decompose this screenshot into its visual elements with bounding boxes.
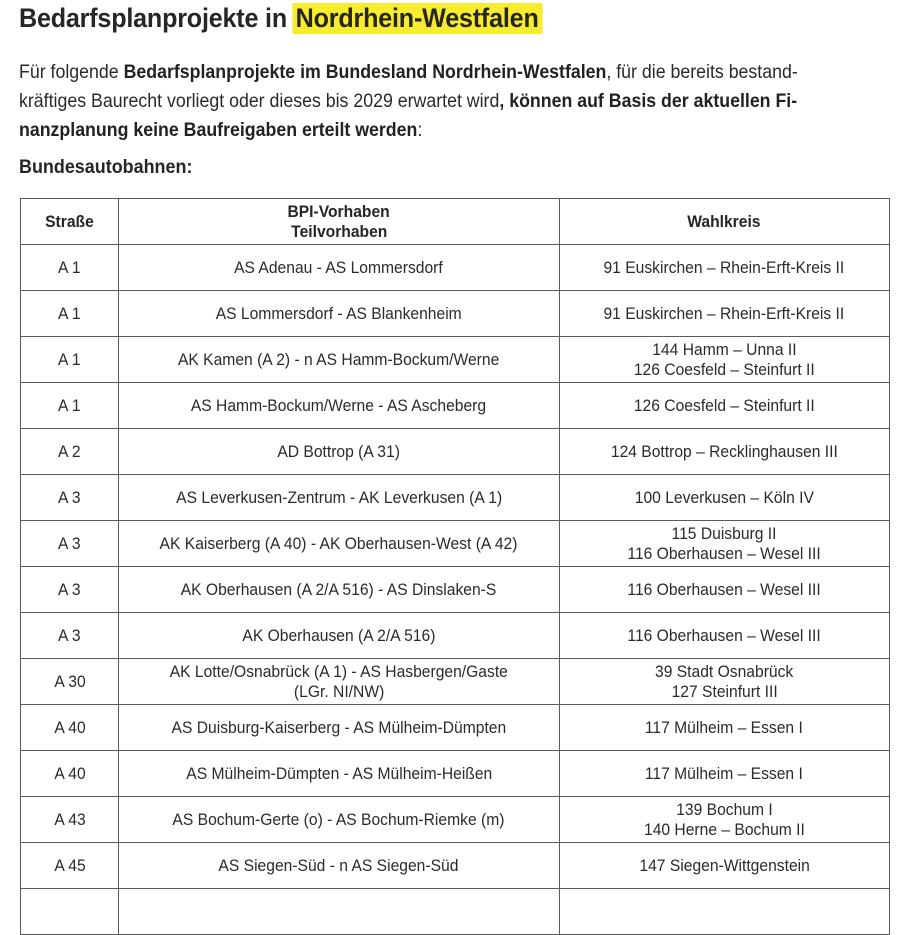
strasse-value: A 3 xyxy=(58,579,81,599)
table-row xyxy=(21,567,890,613)
wahlkreis-line-wrap xyxy=(564,524,885,544)
vorhaben-line: AS Hamm-Bockum/Werne - AS Ascheberg xyxy=(191,395,487,415)
cell-vorhaben xyxy=(119,475,560,521)
table-row xyxy=(21,659,890,705)
vorhaben-line: AD Bottrop (A 31) xyxy=(277,441,401,461)
vorhaben-line-wrap xyxy=(123,626,555,646)
wahlkreis-line-wrap xyxy=(564,544,885,564)
intro-text: : xyxy=(417,119,423,141)
cell-vorhaben xyxy=(119,291,560,337)
table-row xyxy=(21,383,890,429)
vorhaben-line-wrap xyxy=(123,810,555,830)
wahlkreis-line: 127 Steinfurt III xyxy=(671,681,778,701)
header-wahlkreis-label: Wahlkreis xyxy=(687,211,761,231)
cell-strasse xyxy=(21,659,119,705)
wahlkreis-line: 91 Euskirchen – Rhein-Erft-Kreis II xyxy=(603,257,845,277)
intro-text: Für folgende xyxy=(19,61,124,83)
wahlkreis-line: 116 Oberhausen – Wesel III xyxy=(627,543,821,563)
table-row xyxy=(21,705,890,751)
cell-strasse xyxy=(21,613,119,659)
table-row xyxy=(21,475,890,521)
header-strasse-label: Straße xyxy=(45,211,94,231)
vorhaben-line: AK Kamen (A 2) - n AS Hamm-Bockum/Werne xyxy=(178,349,500,369)
title-prefix: Bedarfsplanprojekte in xyxy=(19,3,287,33)
table-row xyxy=(21,521,890,567)
header-strasse xyxy=(21,199,119,245)
strasse-value: A 1 xyxy=(58,257,81,277)
wahlkreis-line: 124 Bottrop – Recklinghausen III xyxy=(610,441,838,461)
table-row xyxy=(21,843,890,889)
wahlkreis-line-wrap xyxy=(564,488,885,508)
vorhaben-line-wrap xyxy=(123,718,555,738)
cell-vorhaben xyxy=(119,797,560,843)
cell-vorhaben xyxy=(119,521,560,567)
wahlkreis-line: 140 Herne – Bochum II xyxy=(643,819,805,839)
cell-wahlkreis xyxy=(559,751,889,797)
vorhaben-line-wrap xyxy=(123,488,555,508)
cell-strasse xyxy=(21,567,119,613)
cell-wahlkreis xyxy=(559,475,889,521)
wahlkreis-line: 117 Mülheim – Essen I xyxy=(645,717,804,737)
cell-wahlkreis xyxy=(559,291,889,337)
vorhaben-line: AS Siegen-Süd - n AS Siegen-Süd xyxy=(218,855,459,875)
vorhaben-line: AK Kaiserberg (A 40) - AK Oberhausen-West (A 42) xyxy=(159,533,518,553)
wahlkreis-line: 144 Hamm – Unna II xyxy=(652,339,797,359)
strasse-value: A 1 xyxy=(58,395,81,415)
cell-vorhaben xyxy=(119,705,560,751)
table-row xyxy=(21,245,890,291)
wahlkreis-line: 116 Oberhausen – Wesel III xyxy=(627,579,821,599)
wahlkreis-line-wrap xyxy=(564,360,885,380)
cell-vorhaben xyxy=(119,751,560,797)
vorhaben-line: AK Oberhausen (A 2/A 516) - AS Dinslaken-S xyxy=(181,579,497,599)
cell-wahlkreis xyxy=(559,797,889,843)
wahlkreis-line-wrap xyxy=(564,258,885,278)
wahlkreis-line-wrap xyxy=(564,856,885,876)
cell-strasse xyxy=(21,383,119,429)
vorhaben-line: AS Bochum-Gerte (o) - AS Bochum-Riemke (m) xyxy=(172,809,505,829)
wahlkreis-line-wrap xyxy=(564,626,885,646)
cell-strasse xyxy=(21,337,119,383)
cell-vorhaben xyxy=(119,659,560,705)
cell-vorhaben xyxy=(119,567,560,613)
cell-strasse xyxy=(21,429,119,475)
cell-wahlkreis xyxy=(559,843,889,889)
cell-wahlkreis xyxy=(559,567,889,613)
vorhaben-line-wrap xyxy=(123,350,555,370)
cell-vorhaben xyxy=(119,429,560,475)
cell-strasse xyxy=(21,797,119,843)
wahlkreis-line: 126 Coesfeld – Steinfurt II xyxy=(633,359,815,379)
vorhaben-line: (LGr. NI/NW) xyxy=(293,681,385,701)
table-header-row xyxy=(21,199,890,245)
wahlkreis-line: 100 Leverkusen – Köln IV xyxy=(634,487,814,507)
cell-strasse xyxy=(21,751,119,797)
table-row xyxy=(21,291,890,337)
cell-vorhaben xyxy=(119,337,560,383)
wahlkreis-line: 147 Siegen-Wittgenstein xyxy=(639,855,810,875)
wahlkreis-line-wrap xyxy=(564,682,885,702)
wahlkreis-line: 116 Oberhausen – Wesel III xyxy=(627,625,821,645)
cell-strasse xyxy=(21,245,119,291)
cell-wahlkreis xyxy=(559,521,889,567)
header-vorhaben-label-1: BPI-Vorhaben xyxy=(287,201,390,221)
wahlkreis-line: 39 Stadt Osnabrück xyxy=(655,661,794,681)
vorhaben-line-wrap xyxy=(123,304,555,324)
wahlkreis-line-wrap xyxy=(564,764,885,784)
wahlkreis-line: 115 Duisburg II xyxy=(671,523,777,543)
vorhaben-line-wrap xyxy=(123,764,555,784)
cell-vorhaben xyxy=(119,843,560,889)
header-vorhaben-line xyxy=(123,202,555,222)
table-row xyxy=(21,429,890,475)
cell-wahlkreis xyxy=(559,613,889,659)
cell-wahlkreis xyxy=(559,383,889,429)
intro-paragraph xyxy=(19,58,893,145)
vorhaben-line: AS Mülheim-Dümpten - AS Mülheim-Heißen xyxy=(185,763,492,783)
cell-wahlkreis xyxy=(559,245,889,291)
strasse-value: A 30 xyxy=(53,671,86,691)
strasse-value: A 43 xyxy=(53,809,86,829)
wahlkreis-line: 117 Mülheim – Essen I xyxy=(645,763,804,783)
strasse-value: A 2 xyxy=(58,441,81,461)
intro-line-3 xyxy=(19,116,893,145)
wahlkreis-line-wrap xyxy=(564,304,885,324)
vorhaben-line-wrap xyxy=(123,682,555,702)
wahlkreis-line-wrap xyxy=(564,800,885,820)
wahlkreis-line-wrap xyxy=(564,442,885,462)
wahlkreis-line-wrap xyxy=(564,396,885,416)
vorhaben-line-wrap xyxy=(123,534,555,554)
cell-vorhaben xyxy=(119,245,560,291)
cell-wahlkreis xyxy=(559,705,889,751)
intro-line-2 xyxy=(19,87,893,116)
section-heading: Bundesautobahnen: xyxy=(19,156,193,178)
cell-wahlkreis xyxy=(559,429,889,475)
vorhaben-line: AS Duisburg-Kaiserberg - AS Mülheim-Dümpten xyxy=(171,717,507,737)
strasse-value: A 40 xyxy=(53,763,86,783)
vorhaben-line: AS Lommersdorf - AS Blankenheim xyxy=(215,303,462,323)
strasse-value: A 3 xyxy=(58,533,81,553)
wahlkreis-line-wrap xyxy=(564,340,885,360)
header-vorhaben xyxy=(119,199,560,245)
cell-strasse xyxy=(21,475,119,521)
table-body xyxy=(21,245,890,935)
wahlkreis-line: 139 Bochum I xyxy=(676,799,773,819)
strasse-value: A 1 xyxy=(58,303,81,323)
header-vorhaben-label-2: Teilvorhaben xyxy=(290,221,387,241)
title-highlight: Nordrhein-Westfalen xyxy=(293,3,542,34)
vorhaben-line-wrap xyxy=(123,662,555,682)
vorhaben-line: AS Adenau - AS Lommersdorf xyxy=(234,257,444,277)
wahlkreis-line-wrap xyxy=(564,820,885,840)
cell-strasse xyxy=(21,843,119,889)
projects-table xyxy=(20,198,890,935)
table-row xyxy=(21,797,890,843)
wahlkreis-line: 126 Coesfeld – Steinfurt II xyxy=(633,395,815,415)
vorhaben-line: AK Lotte/Osnabrück (A 1) - AS Hasbergen/Gaste xyxy=(169,661,508,681)
strasse-value: A 40 xyxy=(53,717,86,737)
vorhaben-line-wrap xyxy=(123,396,555,416)
vorhaben-line-wrap xyxy=(123,856,555,876)
cell-wahlkreis xyxy=(559,337,889,383)
cell-strasse xyxy=(21,291,119,337)
wahlkreis-line: 91 Euskirchen – Rhein-Erft-Kreis II xyxy=(603,303,845,323)
page-title xyxy=(19,3,542,34)
intro-text: kräftiges Baurecht vorliegt oder dieses bis 2029 erwartet wird xyxy=(19,90,500,112)
vorhaben-line-wrap xyxy=(123,442,555,462)
strasse-value: A 3 xyxy=(58,625,81,645)
header-vorhaben-line xyxy=(123,222,555,242)
cell-vorhaben xyxy=(119,613,560,659)
strasse-value: A 45 xyxy=(53,855,86,875)
intro-bold-text: nanzplanung keine Baufreigaben erteilt werden xyxy=(19,119,418,141)
intro-bold-text: Bedarfsplanprojekte im Bundesland Nordrhein-Westfalen xyxy=(123,61,607,83)
wahlkreis-line-wrap xyxy=(564,718,885,738)
wahlkreis-line-wrap xyxy=(564,662,885,682)
table-row xyxy=(21,613,890,659)
intro-line-1 xyxy=(19,58,893,87)
wahlkreis-line-wrap xyxy=(564,580,885,600)
vorhaben-line: AS Leverkusen-Zentrum - AK Leverkusen (A 1) xyxy=(175,487,502,507)
strasse-value: A 3 xyxy=(58,487,81,507)
cell-wahlkreis xyxy=(559,659,889,705)
strasse-value: A 1 xyxy=(58,349,81,369)
header-wahlkreis xyxy=(559,199,889,245)
vorhaben-line-wrap xyxy=(123,580,555,600)
vorhaben-line-wrap xyxy=(123,258,555,278)
intro-bold-text: , können auf Basis der aktuellen Fi- xyxy=(499,90,798,112)
cell-vorhaben xyxy=(119,383,560,429)
cell-strasse xyxy=(21,521,119,567)
table-row xyxy=(21,751,890,797)
intro-text: , für die bereits bestand- xyxy=(606,61,798,83)
vorhaben-line: AK Oberhausen (A 2/A 516) xyxy=(242,625,436,645)
table-row xyxy=(21,337,890,383)
cell-strasse xyxy=(21,705,119,751)
